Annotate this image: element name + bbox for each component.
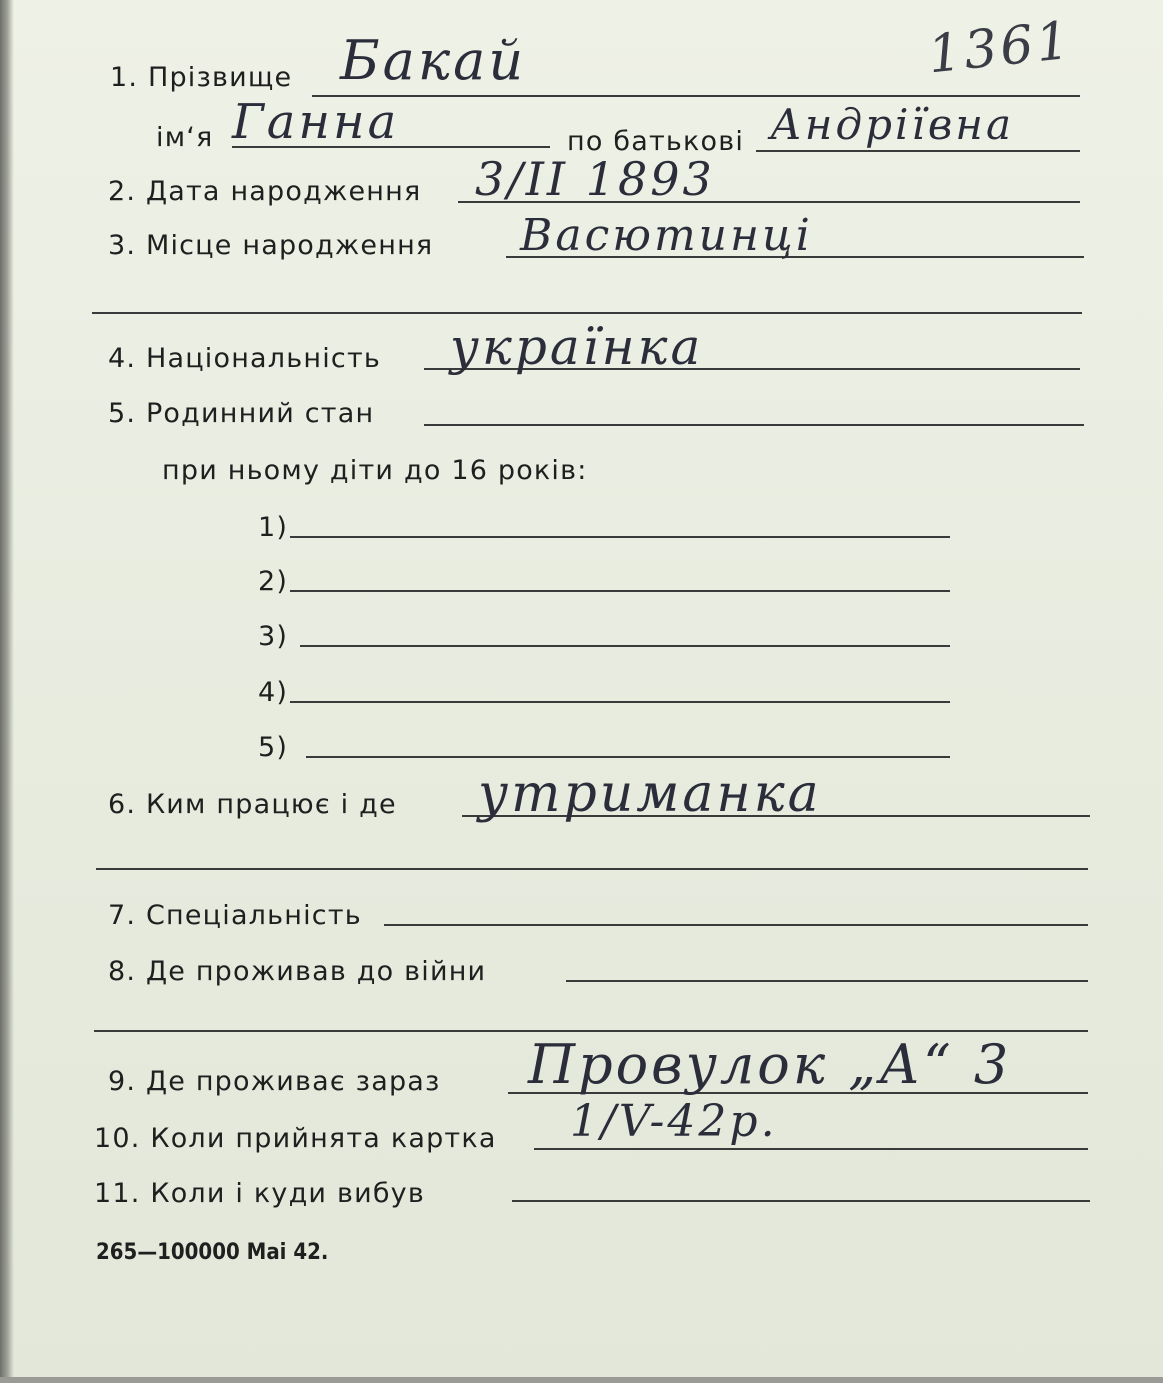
departed-label: 11. Коли і куди вибув xyxy=(94,1178,425,1209)
patronymic-line xyxy=(756,150,1080,152)
prewar-residence-label: 8. Де проживав до війни xyxy=(108,956,487,987)
first-name-label: ім‘я xyxy=(156,122,214,153)
first-name-value: Ганна xyxy=(232,94,400,150)
surname-label: 1. Прізвище xyxy=(110,62,293,93)
print-footer: 265—100000 Mai 42. xyxy=(96,1240,329,1265)
patronymic-value: Андріївна xyxy=(770,100,1014,149)
card-number: 1361 xyxy=(925,10,1076,86)
current-residence-value: Провулок „А“ 3 xyxy=(528,1033,1012,1096)
birth-place-value: Васютинці xyxy=(520,210,813,261)
children-header: при ньому діти до 16 років: xyxy=(162,455,588,486)
marital-status-label: 5. Родинний стан xyxy=(108,398,375,429)
card-bottom-edge xyxy=(0,1377,1163,1383)
specialty-line xyxy=(384,924,1088,926)
birth-place-line-2 xyxy=(92,312,1082,314)
prewar-residence-line-2 xyxy=(94,1030,1088,1032)
child-4-line xyxy=(290,701,950,703)
nationality-value: українка xyxy=(450,318,704,376)
child-1-label: 1) xyxy=(258,512,289,543)
patronymic-label: по батькові xyxy=(567,126,745,157)
child-1-line xyxy=(290,536,950,538)
card-accepted-label: 10. Коли прийнята картка xyxy=(94,1123,497,1154)
child-2-line xyxy=(290,590,950,592)
card-accepted-value: 1/V-42р. xyxy=(570,1096,778,1147)
departed-line xyxy=(512,1200,1090,1202)
current-residence-label: 9. Де проживає зараз xyxy=(108,1066,441,1097)
child-2-label: 2) xyxy=(258,566,289,597)
marital-status-line xyxy=(424,424,1084,426)
child-4-label: 4) xyxy=(258,677,289,708)
child-5-line xyxy=(306,756,950,758)
occupation-line-2 xyxy=(96,868,1088,870)
birth-date-label: 2. Дата народження xyxy=(108,176,422,207)
occupation-label: 6. Ким працює і де xyxy=(108,789,397,820)
child-3-line xyxy=(300,645,950,647)
child-3-label: 3) xyxy=(258,621,289,652)
card-accepted-line xyxy=(534,1148,1088,1150)
prewar-residence-line xyxy=(566,980,1088,982)
specialty-label: 7. Спеціальність xyxy=(108,900,362,931)
card-left-edge xyxy=(0,0,14,1383)
surname-line xyxy=(312,95,1080,97)
birth-date-value: 3/ІІ 1893 xyxy=(475,152,715,206)
surname-value: Бакай xyxy=(340,29,527,92)
birth-place-label: 3. Місце народження xyxy=(108,230,434,261)
nationality-label: 4. Національність xyxy=(108,343,381,374)
occupation-value: утриманка xyxy=(478,764,822,824)
child-5-label: 5) xyxy=(258,732,289,763)
